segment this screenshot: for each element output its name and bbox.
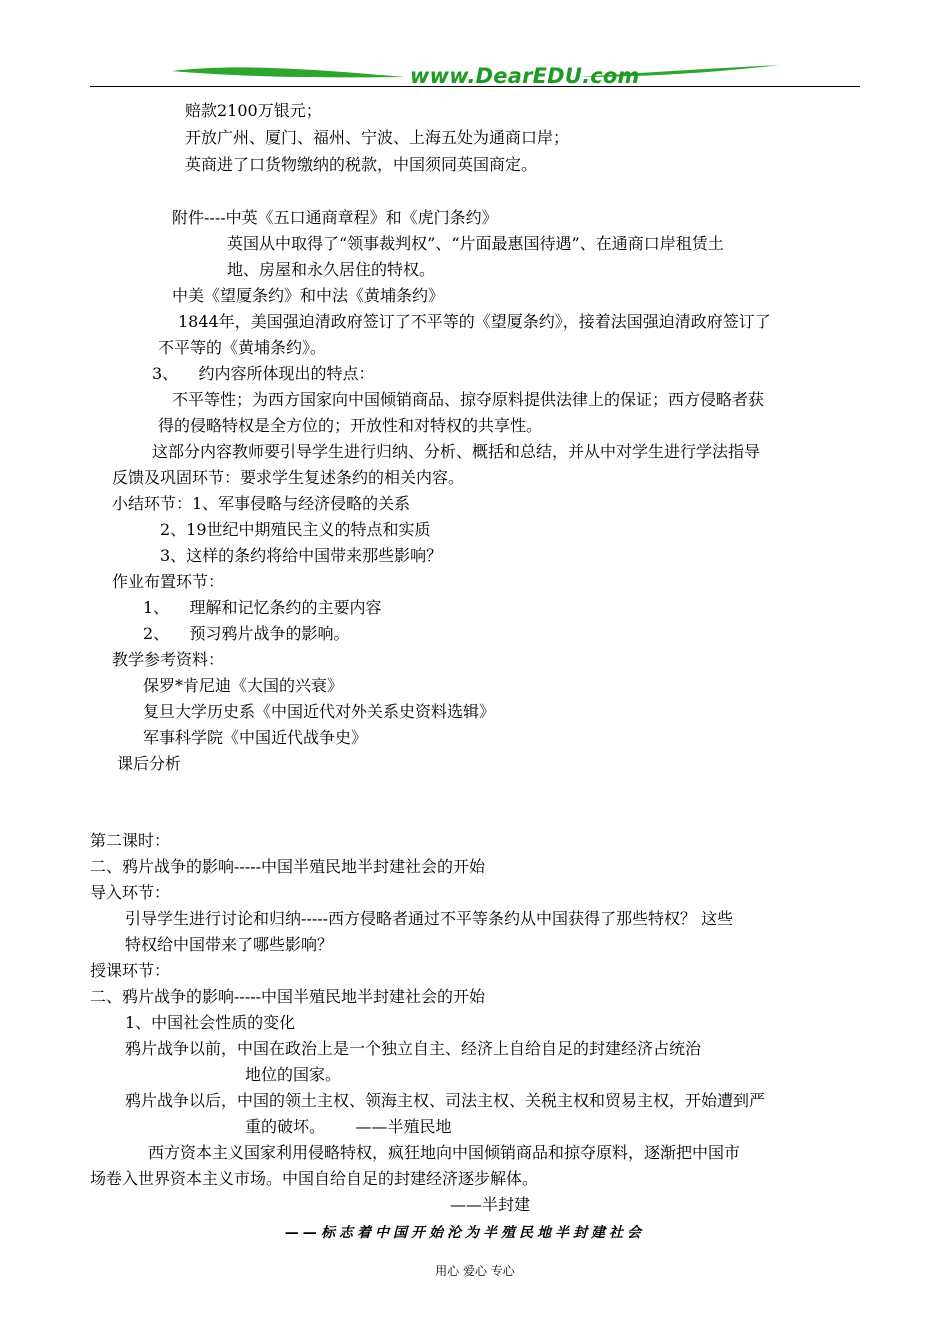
text-line: 中美《望厦条约》和中法《黄埔条约》 [172,286,445,305]
text-line: 开放广州、厦门、福州、宁波、上海五处为通商口岸； [185,128,570,147]
text-line: 导入环节： [90,883,171,902]
text-line: 授课环节： [90,961,171,980]
text-line: 鸦片战争以前，中国在政治上是一个独立自主、经济上自给自足的封建经济占统治 [125,1039,702,1058]
text-line: 1、中国社会性质的变化 [125,1013,296,1032]
text-line: 西方资本主义国家利用侵略特权，疯狂地向中国倾销商品和掠夺原料，逐渐把中国市 [148,1143,741,1162]
text-line: 1844年，美国强迫清政府签订了不平等的《望厦条约》，接着法国强迫清政府签订了 [178,312,771,331]
text-line: 不平等的《黄埔条约》。 [158,338,327,357]
text-line: 这部分内容教师要引导学生进行归纳、分析、概括和总结，并从中对学生进行学法指导 [152,442,761,461]
text-line: 复旦大学历史系《中国近代对外关系史资料选辑》 [143,702,496,721]
text-line: 二、鸦片战争的影响-----中国半殖民地半封建社会的开始 [90,857,486,876]
text-line: 英商进了口货物缴纳的税款，中国须同英国商定。 [185,155,538,174]
text-line: 2、19世纪中期殖民主义的特点和实质 [160,520,431,539]
text-line: 军事科学院《中国近代战争史》 [143,728,368,747]
text-line: 1、 理解和记忆条约的主要内容 [143,598,382,617]
text-line: 小结环节：1、军事侵略与经济侵略的关系 [112,494,411,513]
text-line: 3、这样的条约将给中国带来那些影响？ [160,546,443,565]
text-line: 场卷入世界资本主义市场。中国自给自足的封建经济逐步解体。 [90,1169,539,1188]
text-line: 得的侵略特权是全方位的；开放性和对特权的共享性。 [158,416,543,435]
site-logo-text[interactable]: www.DearEDU.com [410,64,640,88]
text-line: 第二课时： [90,831,171,850]
text-line: ——半封建 [450,1195,531,1214]
header-rule [90,86,860,87]
text-line: 二、鸦片战争的影响-----中国半殖民地半封建社会的开始 [90,987,486,1006]
conclusion-emphasis: ——标志着中国开始沦为半殖民地半封建社会 [285,1225,645,1241]
text-line: 重的破坏。 ——半殖民地 [245,1117,452,1136]
text-line: 课后分析 [117,754,182,773]
text-line: 赔款2100万银元； [185,101,322,120]
text-line: 引导学生进行讨论和归纳-----西方侵略者通过不平等条约从中国获得了那些特权？ 这些 [125,909,734,928]
text-line: 反馈及巩固环节：要求学生复述条约的相关内容。 [112,468,465,487]
text-line: 教学参考资料： [112,650,225,669]
text-line: 作业布置环节： [112,572,225,591]
text-line: 地、房屋和永久居住的特权。 [227,260,436,279]
text-line: 英国从中取得了“领事裁判权”、“片面最惠国待遇”、在通商口岸租赁土 [227,234,724,253]
text-line: 鸦片战争以后，中国的领土主权、领海主权、司法主权、关税主权和贸易主权，开始遭到严 [125,1091,766,1110]
text-line: 特权给中国带来了哪些影响？ [125,935,334,954]
text-line: 3、 约内容所体现出的特点： [152,364,375,383]
text-line: 保罗*肯尼迪《大国的兴衰》 [143,676,344,695]
page-footer: 用心 爱心 专心 [435,1264,515,1278]
text-line: 附件----中英《五口通商章程》和《虎门条约》 [172,208,498,227]
text-line: 2、 预习鸦片战争的影响。 [143,624,350,643]
text-line: 地位的国家。 [245,1065,342,1084]
text-line: 不平等性；为西方国家向中国倾销商品、掠夺原料提供法律上的保证；西方侵略者获 [172,390,765,409]
